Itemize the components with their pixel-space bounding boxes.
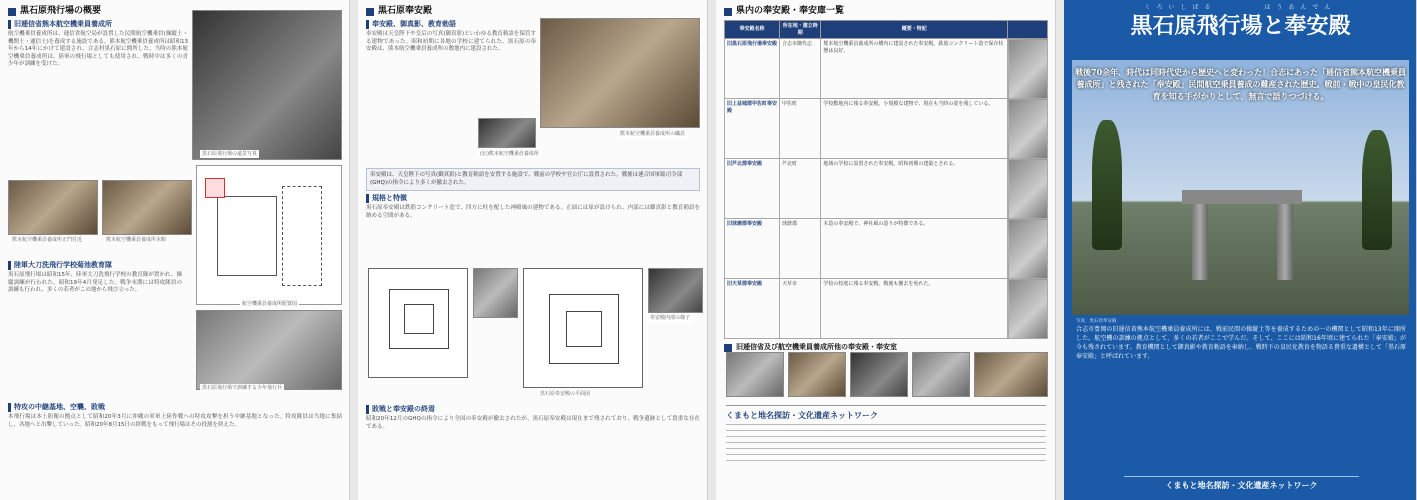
floor-plan [368, 268, 468, 378]
row-photo [1008, 279, 1048, 339]
photo-airfield [192, 10, 342, 160]
panel-hoanden-list [716, 0, 1056, 500]
note-wrap [358, 165, 708, 223]
photo-room [912, 352, 970, 397]
photo-building [478, 118, 536, 148]
photo-room [788, 352, 846, 397]
photo-caption: 奉安殿内部の様子 [650, 315, 691, 321]
title-ruby: くろいしばる ほうあんでん [1144, 4, 1337, 11]
section-title: 県内の奉安殿・奉安庫一覧 [724, 6, 1047, 17]
photo-caption: 黒石原飛行場の遠景写真 [202, 151, 258, 157]
cover-title: 黒石原飛行場と奉安殿 [1130, 13, 1351, 39]
square-icon [724, 8, 732, 16]
photo-caption: 熊本航空機乗員養成所正門付近 [12, 237, 83, 243]
footer [726, 405, 1046, 490]
photo-main-building [102, 180, 192, 235]
section-training [0, 258, 190, 298]
info-note: 奉安殿は、天皇陛下の写真(御真影)と教育勅語を安置する施設で、戦前の学校や官公庁に設置された。戦後は連合国軍総司令部(GHQ)の指令により多くが撤去された。 [366, 168, 700, 191]
square-icon [366, 8, 374, 16]
photo-room [726, 352, 784, 397]
table-row: 旧球磨郡奉安殿 球磨郡 木造の奉安殿で、神社風の造りが特徴である。 [725, 219, 1048, 279]
table-row: 旧黒石原飛行場奉安殿 合志市御代志 熊本航空機乗員養成所の構内に建設された奉安殿。鉄筋コンクリート造で保存状態は良好。 [725, 39, 1048, 99]
row-photo [1008, 39, 1048, 99]
body-text: 航空機乗員養成所は、逓信省航空局が設置した民間航空機乗員(操縦士・機関士・通信士)を養成する施設である。熊本航空機乗員養成所は昭和13年から14年にかけて建設され、合志村黒石原に開所した。当時の熊本航空機乗員養成所は、陸軍の飛行場としても使用され、戦時中は多くの青少年が訓練を受けた。 [8, 31, 188, 67]
panel-cover [1064, 0, 1417, 500]
table-row: 旧天草郡奉安殿 天草市 学校の校庭に残る奉安殿。戦後も撤去を免れた。 [725, 279, 1048, 339]
subsection-title: 敗戦と奉安殿の終焉 [366, 405, 700, 414]
footer-fineprint [726, 424, 1046, 464]
footer-org: くまもと地名探訪・文化遺産ネットワーク [726, 411, 878, 420]
body-text: 本飛行場は本土防衛の拠点として昭和20年3月に沖縄の米軍上陸作戦への特攻攻撃を担う中継基地となった。特攻隊員は当地に集結し、各地へと出撃していった。昭和20年8月15日の終戦をもって飛行場はその役割を終えた。 [8, 414, 342, 428]
section-title: 黒石原飛行場の概要 [8, 6, 341, 17]
square-icon [8, 8, 16, 16]
subsection-title: 規格と特徴 [366, 194, 700, 203]
table-row: 旧上益城郡甲佐町奉安殿 甲佐町 学校敷地内に残る奉安殿。小規模な建物で、現在も当時の姿を残している。 [725, 99, 1048, 159]
photo-room [974, 352, 1048, 397]
cover-logo: くまもと地名探訪・文化遺産ネットワーク [1124, 476, 1359, 490]
subsection-title: 陸軍大刀洗飛行学校菊池教育隊 [8, 261, 182, 270]
photo-interior [473, 268, 518, 318]
section-end [358, 402, 708, 434]
floor-plan-detail [523, 268, 643, 388]
row-photo [1008, 159, 1048, 219]
subsection-title: 特攻の中継基地、空襲、敗戦 [8, 403, 342, 412]
map-caption: 航空機乗員養成所配置図 [242, 301, 298, 307]
photo-room [850, 352, 908, 397]
column-header-photo [1008, 21, 1048, 39]
cover-text: 合志市豊岡の旧逓信省熊本航空機乗員養成所には、戦前民間の操縦士等を養成するための一の機関として昭和13年に開所した。航空機の訓練の拠点として、多くの若者がここで学んだ。そして、ここには昭和16年頃に建てられた「奉安殿」が今も残されています。教育機関として御真影や教育勅語を奉納し、戦時下の皇民化教育を物語る貴重な遺構として「黒石原奉安殿」と呼ばれています。 [1076, 326, 1406, 360]
table-row: 旧芦北郡奉安殿 芦北町 地域の学校に設置された奉安殿。昭和初期の建築とされる。 [725, 159, 1048, 219]
site-map [196, 165, 342, 305]
column-header: 概要・特記 [821, 21, 1008, 39]
section-title: 黒石原奉安殿 [366, 6, 699, 17]
row-photo [1008, 219, 1048, 279]
photo-caption: 熊本航空機乗員養成所本館 [106, 237, 167, 243]
column-header: 奉安殿名称 [725, 21, 780, 39]
photo-caption: (伝)熊本航空機乗員養成所 [480, 151, 539, 157]
photo-caption: 黒石原飛行場で訓練する少年飛行兵 [202, 385, 283, 391]
section-kamikaze [0, 400, 350, 432]
row-photo [1008, 99, 1048, 159]
body-text: 昭和20年12月のGHQの指令により全国の奉安殿が撤去されたが、黒石原奉安殿は現在まで残されており、戦争遺跡として貴重な存在である。 [366, 416, 700, 430]
panel-hoanden [358, 0, 708, 500]
photo-gate [8, 180, 98, 235]
panel-airfield-overview [0, 0, 350, 500]
body-text: 黒石原飛行場は昭和15年、陸軍大刀洗飛行学校の教育隊が置かれ、操縦訓練が行われた。昭和19年4月発足した。戦争末期には特攻隊員の訓練も行われ、多くの若者がこの地から飛び立った。 [8, 272, 182, 293]
photo-staff-group [540, 18, 700, 128]
subsection-title: 奉安殿、御真影、教育勅語 [366, 20, 699, 29]
body-text: 奉安殿は天皇陛下や皇后の写真(御真影)といわゆる教育勅語を保管する建物であった。昭和初期に各地の学校に建てられた。黒石原の奉安殿は、熊本航空機乗員養成所の敷地内に建設された。 [366, 31, 536, 52]
section-title: 旧逓信省及び航空機乗員養成所他の奉安殿・奉安室 [724, 342, 1048, 353]
body-text: 黒石原奉安殿は鉄筋コンクリート造で、四方に柱を配した神殿風の建物である。正面には扉が設けられ、内部には御真影と教育勅語を納める空間がある。 [366, 205, 700, 219]
plan-caption: 黒石原奉安殿の平面図 [540, 391, 591, 397]
cover-lead: 戦後70余年、時代は同時代史から歴史へと変わった！合志にあった「逓信省熊本航空機乗員養成所」と残された「奉安殿」民間航空乗員養成の難産された歴史。戦前・戦中の皇民化教育を知る手がかりとして、無言で語りつづける。 [1075, 67, 1406, 101]
subsection-title: 旧逓信省熊本航空機乗員養成所 [8, 20, 341, 29]
photo-entrance [648, 268, 703, 313]
photo-caption: 熊本航空機乗員養成所の職員 [620, 131, 686, 137]
square-icon [724, 344, 732, 352]
column-header: 所在地・建立時期 [780, 21, 821, 39]
photo-credit: 写真：黒石原奉安殿 [1076, 319, 1117, 324]
hoanden-table [724, 20, 1048, 339]
photo-trainees [196, 310, 342, 390]
